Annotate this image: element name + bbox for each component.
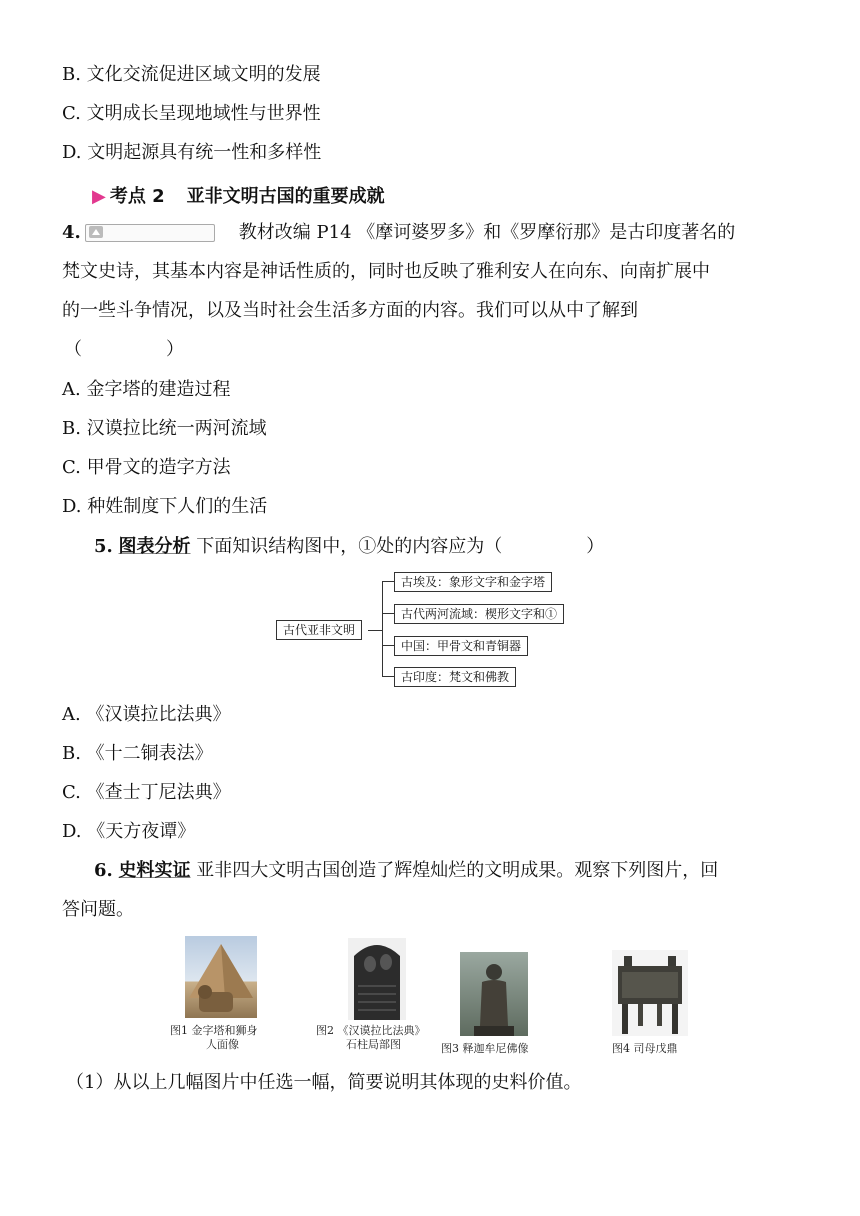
diagram-branch-china: 中国：甲骨文和青铜器 xyxy=(394,636,528,656)
q5-tag: 图表分析 xyxy=(118,536,191,557)
q3-option-d: D. 文明起源具有统一性和多样性 xyxy=(62,142,322,163)
q4-option-d: D. 种姓制度下人们的生活 xyxy=(62,496,268,517)
q6-line1-text: 亚非四大文明古国创造了辉煌灿烂的文明成果。观察下列图片，回 xyxy=(196,860,719,881)
figure1-caption-line1: 图1 金字塔和狮身 xyxy=(170,1024,258,1037)
q4-option-c: C. 甲骨文的造字方法 xyxy=(62,457,231,478)
q4-option-b: B. 汉谟拉比统一两河流域 xyxy=(62,418,267,439)
figure3-caption: 图3 释迦牟尼佛像 xyxy=(441,1042,529,1055)
diagram-branch-line xyxy=(382,581,394,582)
stele-picture xyxy=(348,938,406,1020)
diagram-spine xyxy=(382,581,383,677)
q4-stem-line2: 梵文史诗，其基本内容是神话性质的，同时也反映了雅利安人在向东、向南扩展中 xyxy=(62,261,710,282)
q4-line1-text: 教材改编 P14 《摩诃婆罗多》和《罗摩衍那》是古印度著名的 xyxy=(238,222,736,243)
q6-subquestion-1: （1）从以上几幅图片中任选一幅，简要说明其体现的史料价值。 xyxy=(66,1072,582,1093)
q5-option-a: A. 《汉谟拉比法典》 xyxy=(62,704,231,725)
figure2-caption-line2: 石柱局部图 xyxy=(346,1038,401,1051)
mountain-icon xyxy=(89,226,103,238)
diagram-connector xyxy=(368,630,382,631)
section-title: 亚非文明古国的重要成就 xyxy=(186,186,385,207)
ding-picture xyxy=(612,950,688,1036)
q6-stem-line2: 答问题。 xyxy=(62,899,134,920)
q6-tag: 史料实证 xyxy=(118,860,191,881)
q5-option-c: C. 《查士丁尼法典》 xyxy=(62,782,231,803)
section-label: 考点 2 xyxy=(109,186,165,207)
diagram-branch-india: 古印度：梵文和佛教 xyxy=(394,667,516,687)
figure2-caption-line1: 图2 《汉谟拉比法典》 xyxy=(316,1024,426,1037)
q3-option-b: B. 文化交流促进区域文明的发展 xyxy=(62,64,321,85)
q4-option-a: A. 金字塔的建造过程 xyxy=(62,379,231,400)
q4-paren-close: ） xyxy=(166,339,184,360)
diagram-branch-egypt: 古埃及：象形文字和金字塔 xyxy=(394,572,552,592)
knowledge-structure-diagram xyxy=(272,566,592,692)
diagram-branch-line xyxy=(382,645,394,646)
q5-stem xyxy=(94,535,604,559)
q6-stem-line1 xyxy=(94,859,718,883)
q5-paren-close: ） xyxy=(586,536,605,557)
figure-hammurabi-stele xyxy=(348,938,406,1020)
diagram-branch-mesopotamia: 古代两河流域：楔形文字和① xyxy=(394,604,564,624)
section-heading xyxy=(92,182,385,208)
q5-option-b: B. 《十二铜表法》 xyxy=(62,743,213,764)
figure1-caption-line2: 人面像 xyxy=(206,1038,239,1051)
source-badge xyxy=(85,224,215,242)
q5-option-d: D. 《天方夜谭》 xyxy=(62,821,196,842)
q4-stem-line1 xyxy=(62,221,735,245)
q5-text: 下面知识结构图中，①处的内容应为（ xyxy=(196,536,503,557)
q4-number: 4. xyxy=(62,222,81,243)
q4-stem-line3: 的一些斗争情况，以及当时社会生活多方面的内容。我们可以从中了解到 xyxy=(62,300,638,321)
buddha-picture xyxy=(460,952,528,1036)
diagram-branch-line xyxy=(382,613,394,614)
diagram-branch-line xyxy=(382,676,394,677)
triangle-marker-icon: ▶ xyxy=(92,186,106,207)
q4-answer-blank xyxy=(64,338,184,362)
pyramid-picture xyxy=(185,936,257,1018)
q6-number: 6. xyxy=(94,860,113,881)
figure4-caption: 图4 司母戊鼎 xyxy=(612,1042,678,1055)
figure-simuwu-ding xyxy=(612,950,688,1036)
figure-buddha-statue xyxy=(460,952,528,1036)
q3-option-c: C. 文明成长呈现地域性与世界性 xyxy=(62,103,321,124)
diagram-root: 古代亚非文明 xyxy=(276,620,362,640)
q4-paren-open: （ xyxy=(64,339,82,360)
q5-number: 5. xyxy=(94,536,113,557)
figure-pyramid-sphinx xyxy=(185,936,257,1018)
